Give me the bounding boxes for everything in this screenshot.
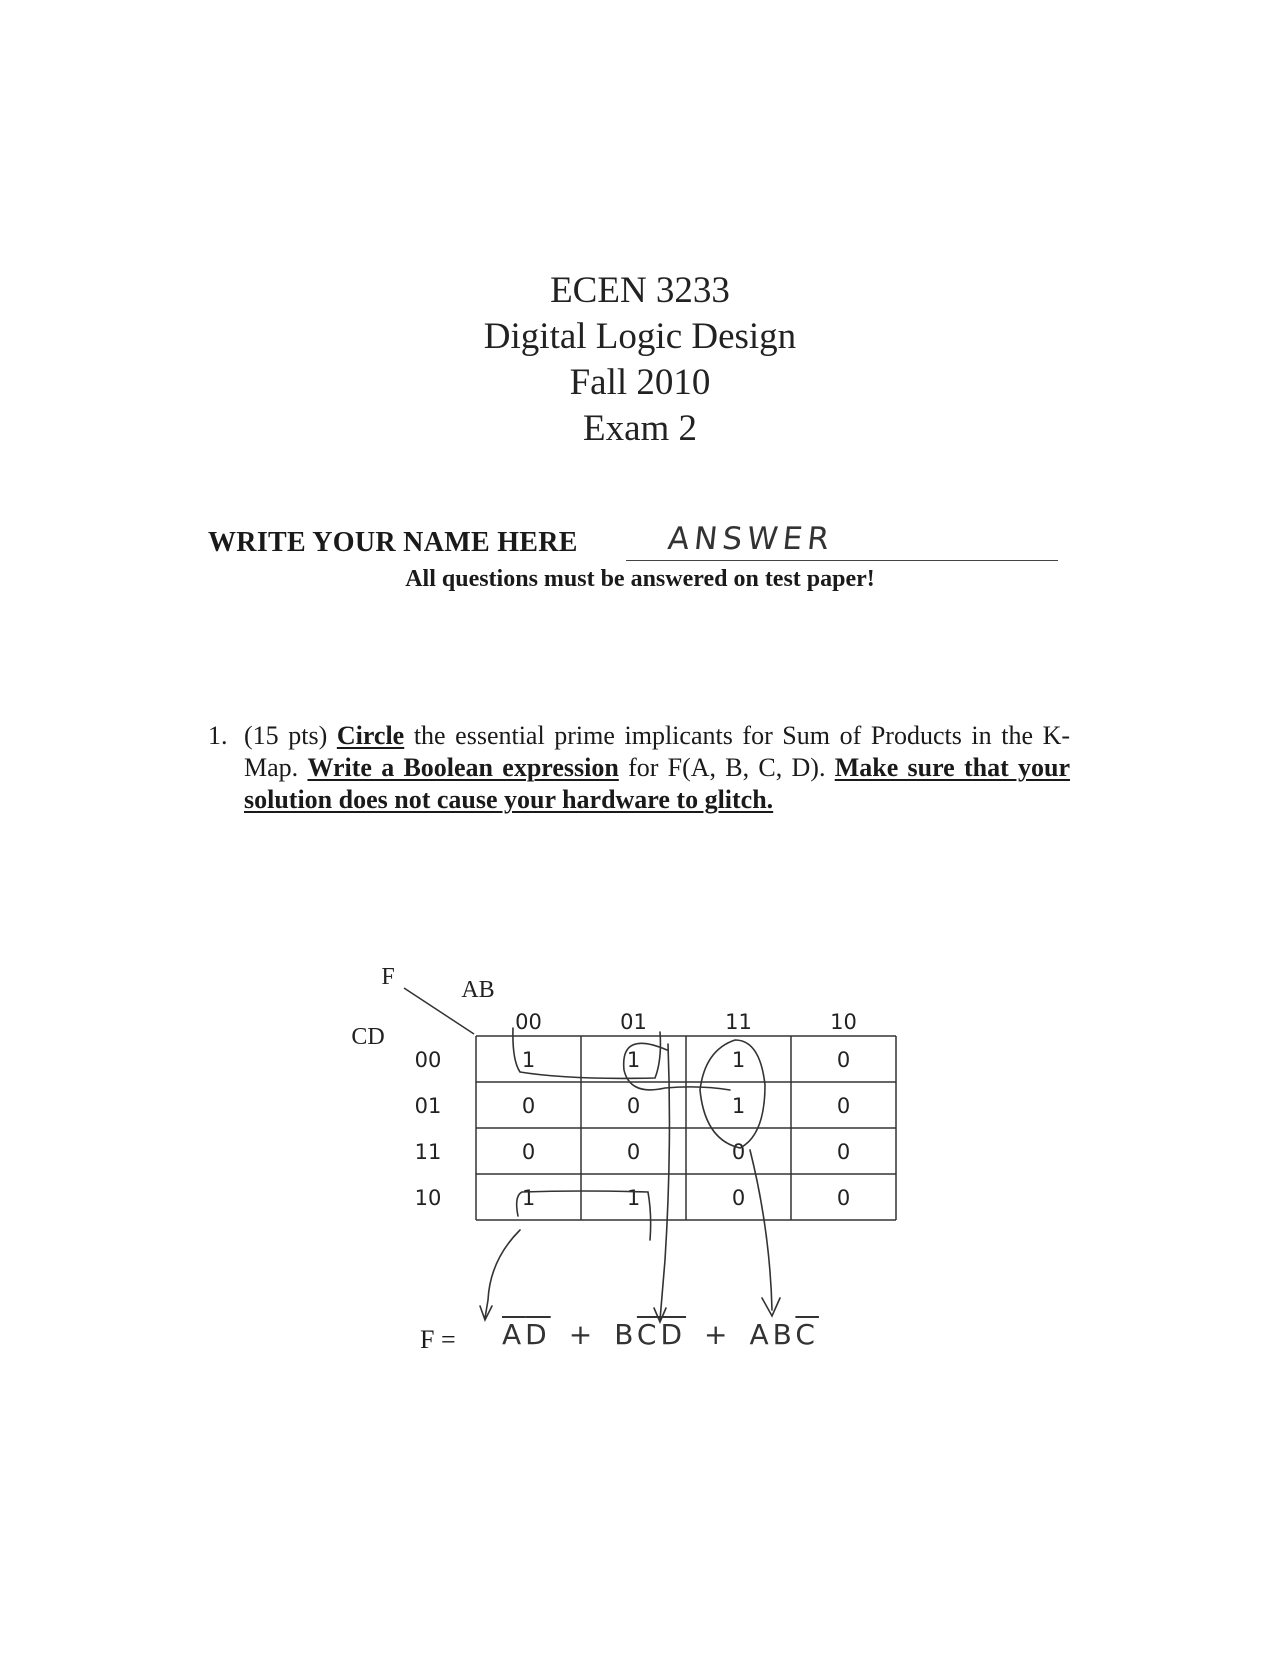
kmap-row-header: 00: [414, 1048, 442, 1072]
kmap-column-header: 10: [830, 1010, 857, 1034]
kmap-labels: [351, 964, 857, 1210]
product-term: [614, 1318, 686, 1351]
literal: B: [614, 1318, 637, 1351]
product-term: [750, 1318, 819, 1351]
question-points: (15 pts): [244, 721, 328, 750]
kmap-cell-value: 0: [731, 1140, 746, 1164]
literal: $\overline{C}$: [795, 1318, 819, 1351]
course-name: Digital Logic Design: [483, 316, 797, 357]
kmap-column-header: 01: [620, 1010, 647, 1034]
literal: A: [749, 1318, 773, 1351]
arrow-left: [485, 1230, 520, 1318]
literal: $\overline{C}$: [636, 1318, 661, 1351]
kmap-cell-value: 1: [626, 1186, 641, 1210]
name-field-label: WRITE YOUR NAME HERE: [208, 527, 578, 558]
kmap-row-variable: CD: [351, 1024, 385, 1050]
kmap-cell-value: 1: [731, 1094, 746, 1118]
term: Fall 2010: [569, 362, 711, 403]
course-code: ECEN 3233: [550, 270, 730, 311]
question-text-a: the essential prime implicants for Sum of Products in the K-Map.: [244, 721, 1070, 782]
question-number: 1.: [208, 721, 228, 750]
exam-name: Exam 2: [582, 408, 698, 449]
kmap-cell-value: 0: [626, 1094, 641, 1118]
kmap-cell-value: 0: [731, 1186, 746, 1210]
plus-operator: +: [568, 1318, 597, 1351]
question-text-b: for F(A, B, C, D).: [628, 753, 826, 782]
handwritten-name: ANSWER: [666, 521, 836, 557]
write-phrase: Write a Boolean expression: [307, 753, 619, 782]
kmap-column-header: 00: [515, 1010, 542, 1034]
kmap-row-header: 11: [414, 1140, 442, 1164]
kmap-row-header: 10: [414, 1186, 442, 1210]
answer-expression: [502, 1318, 819, 1351]
kmap-grid: [476, 1036, 896, 1220]
kmap-cell-value: 1: [731, 1048, 746, 1072]
kmap-cell-value: 0: [836, 1048, 851, 1072]
kmap-cell-value: 0: [836, 1140, 851, 1164]
kmap-cell-value: 1: [626, 1048, 641, 1072]
kmap-function-label: F: [381, 964, 395, 990]
kmap-column-variable: AB: [461, 977, 495, 1003]
kmap-column-header: 11: [725, 1010, 752, 1034]
literal: $\overline{D}$: [660, 1318, 687, 1351]
instructions-note: All questions must be answered on test paper!: [405, 566, 875, 592]
kmap-cell-value: 0: [836, 1094, 851, 1118]
literal: $\overline{D}$: [525, 1318, 551, 1351]
kmap-cell-value: 1: [521, 1186, 536, 1210]
kmap-cell-value: 0: [521, 1094, 536, 1118]
answer-label: F =: [420, 1325, 456, 1354]
literal: B: [772, 1318, 796, 1351]
kmap-cell-value: 0: [521, 1140, 536, 1164]
handwritten-groupings: [480, 1028, 780, 1322]
product-term: [502, 1318, 551, 1351]
glitch-phrase: Make sure that your solution does not cause your hardware to glitch.: [244, 753, 1071, 814]
plus-operator: +: [704, 1318, 732, 1351]
kmap-cell-value: 0: [836, 1186, 851, 1210]
kmap-cell-value: 1: [521, 1048, 536, 1072]
kmap-row-header: 01: [414, 1094, 442, 1118]
literal: $\overline{A}$: [502, 1318, 526, 1351]
circle-word: Circle: [336, 721, 405, 750]
kmap-cell-value: 0: [626, 1140, 641, 1164]
arrow-middle: [660, 1044, 669, 1320]
